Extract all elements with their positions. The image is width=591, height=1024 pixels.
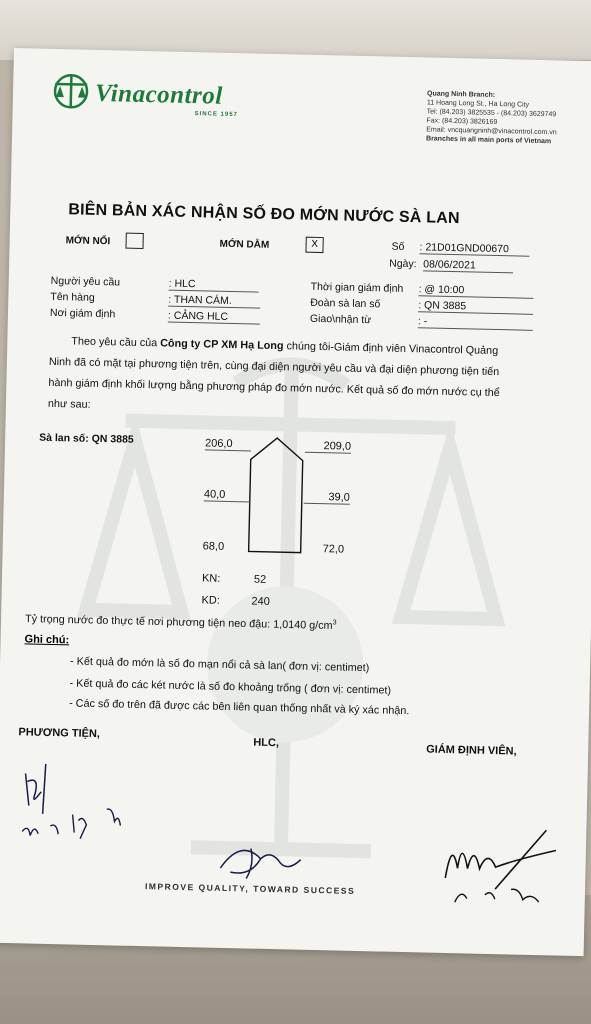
branch-tel: Tel: (84.203) 3825535 - (84.203) 3629749 [426, 108, 557, 119]
ten-hang-label: Tên hàng [50, 290, 95, 304]
document-title: BIÊN BẢN XÁC NHẬN SỐ ĐO MỚN NƯỚC SÀ LAN [68, 201, 460, 228]
note-item: - Các số đo trên đã được các bên liên quan thống nhất và ký xác nhận. [69, 697, 410, 718]
inspector-signature-icon [435, 818, 577, 911]
aft-left-draft: 68,0 [202, 540, 225, 553]
document-sheet [0, 48, 591, 956]
branch-fax: Fax: (84.203) 3826169 [426, 117, 498, 126]
so-value: : 21D01GND00670 [419, 241, 529, 256]
kd-label: KD: [201, 594, 220, 607]
ngay-label: Ngày: [389, 257, 417, 271]
thoi-gian-value: : @ 10:00 [418, 283, 533, 299]
vessel-signature-icon [16, 753, 148, 846]
doan-sa-lan-value: : QN 3885 [418, 299, 533, 315]
hlc-signature-icon [210, 828, 321, 890]
kn-label: KN: [201, 572, 221, 585]
thoi-gian-label: Thời gian giám định [310, 280, 404, 295]
fwd-left-draft: 206,0 [205, 437, 251, 451]
giao-nhan-value: : - [418, 315, 533, 331]
kd-value: 240 [251, 595, 270, 608]
branch-email: Email: vncquangninh@vinacontrol.com.vn [426, 126, 557, 137]
vinacontrol-scale-logo-icon [51, 71, 96, 112]
brand-since: SINCE 1957 [194, 111, 238, 119]
signer-hlc: HLC, [253, 736, 280, 750]
doan-sa-lan-label: Đoàn sà lan số [310, 296, 381, 311]
branch-network: Branches in all main ports of Vietnam [425, 135, 552, 146]
brand-name: Vinacontrol [94, 79, 224, 110]
note-item: - Kết quả đo các két nước là số đo khoảng trống ( đơn vị: centimet) [69, 677, 392, 697]
nguoi-yeu-cau-label: Người yêu cầu [50, 274, 121, 289]
branch-info [426, 89, 591, 147]
aft-right-draft: 72,0 [322, 543, 345, 556]
signer-inspector: GIÁM ĐỊNH VIÊN, [426, 743, 517, 758]
branch-address: 11 Hoang Long St., Ha Long City [426, 99, 530, 109]
company-slogan: IMPROVE QUALITY, TOWARD SUCCESS [144, 881, 356, 896]
mon-dam-checkbox: X [305, 237, 323, 253]
barge-number: Sà lan số: QN 3885 [39, 431, 134, 446]
fwd-right-draft: 209,0 [305, 440, 351, 454]
noi-giam-dinh-label: Nơi giám định [49, 306, 116, 321]
mon-noi-checkbox [125, 233, 143, 249]
notes-title: Ghi chú: [24, 633, 70, 647]
mid-left-draft: 40,0 [204, 488, 250, 502]
ten-hang-value: : THAN CÁM. [168, 294, 260, 309]
intro-paragraph: Theo yêu cầu của Công ty CP XM Hạ Long chúng tôi-Giám định viên Vinacontrol Quảng Ninh đã có mặt tại phương tiện trên, cùng đại diện người yêu cầu và đại diện phương tiện tiến hành giám định khối lượng bằng phương pháp đo mớn nước. Kết quả số đo mớn nước cụ thể như sau: [47, 335, 500, 411]
nguoi-yeu-cau-value: : HLC [169, 278, 259, 293]
kn-value: 52 [253, 573, 267, 586]
mon-noi-label: MỚN NỔI [65, 235, 111, 248]
company-name: Công ty CP XM Hạ Long [160, 337, 284, 353]
noi-giam-dinh-value: : CẢNG HLC [168, 310, 260, 325]
so-label: Số [391, 240, 405, 253]
signer-vessel: PHƯƠNG TIỆN, [18, 726, 101, 741]
branch-title: Quang Ninh Branch: [426, 90, 496, 99]
ngay-value: 08/06/2021 [423, 258, 513, 273]
water-density: Tỷ trọng nước đo thực tế nơi phương tiện neo đậu: 1,0140 $g/cm^3$ [24, 612, 337, 632]
mid-right-draft: 39,0 [304, 491, 350, 505]
giao-nhan-label: Giao\nhận từ [309, 312, 372, 327]
mon-dam-label: MỚN DẰM [219, 238, 270, 251]
note-item: - Kết quả đo mớn là số đo mạn nổi cả sà lan( đơn vị: centimet) [69, 655, 370, 675]
